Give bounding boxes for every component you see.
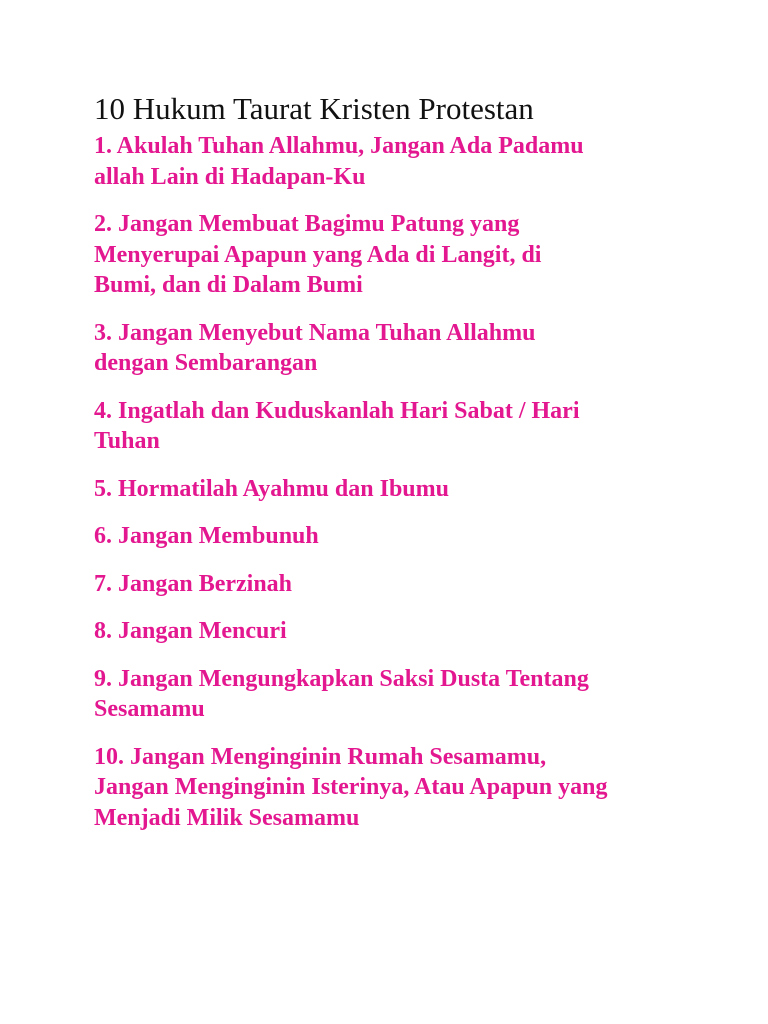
commandment-item [94,664,694,725]
commandment-item [94,742,694,834]
paragraph-spacer [94,192,694,209]
commandment-item [94,131,694,192]
commandment-line: Menyerupai Apapun yang Ada di Langit, di [94,241,542,268]
paragraph-spacer [94,552,694,569]
commandment-line: 5. Hormatilah Ayahmu dan Ibumu [94,475,449,502]
commandment-item [94,616,694,647]
commandment-line: Sesamamu [94,696,205,722]
paragraph-spacer [94,599,694,616]
paragraph-spacer [94,725,694,742]
paragraph-spacer [94,379,694,396]
document-page [94,86,694,833]
commandment-line: 3. Jangan Menyebut Nama Tuhan Allahmu [94,319,536,346]
commandment-item [94,521,694,552]
commandment-line: 2. Jangan Membuat Bagimu Patung yang [94,211,520,237]
paragraph-spacer [94,301,694,318]
commandment-list [94,131,694,833]
paragraph-spacer [94,504,694,521]
commandment-line: dengan Sembarangan [94,350,318,376]
commandment-item [94,209,694,301]
paragraph-spacer [94,647,694,664]
paragraph-spacer [94,457,694,474]
commandment-line: Bumi, dan di Dalam Bumi [94,272,363,298]
commandment-item [94,396,694,457]
commandment-line: 6. Jangan Membunuh [94,523,319,549]
commandment-item [94,318,694,379]
commandment-line: Jangan Menginginin Isterinya, Atau Apapun yang [94,774,608,800]
commandment-item [94,474,694,505]
commandment-line: 8. Jangan Mencuri [94,618,287,644]
commandment-line: 10. Jangan Menginginin Rumah Sesamamu, [94,743,547,770]
commandment-line: 1. Akulah Tuhan Allahmu, Jangan Ada Padamu [94,133,584,159]
commandment-item [94,569,694,600]
commandment-line: Tuhan [94,428,160,454]
commandment-line: Menjadi Milik Sesamamu [94,804,360,831]
commandment-line: allah Lain di Hadapan-Ku [94,163,366,190]
commandment-line: 4. Ingatlah dan Kuduskanlah Hari Sabat / Hari [94,397,580,424]
commandment-line: 7. Jangan Berzinah [94,570,293,597]
commandment-line: 9. Jangan Mengungkapkan Saksi Dusta Tentang [94,665,589,692]
document-title: 10 Hukum Taurat Kristen Protestan [94,91,534,126]
